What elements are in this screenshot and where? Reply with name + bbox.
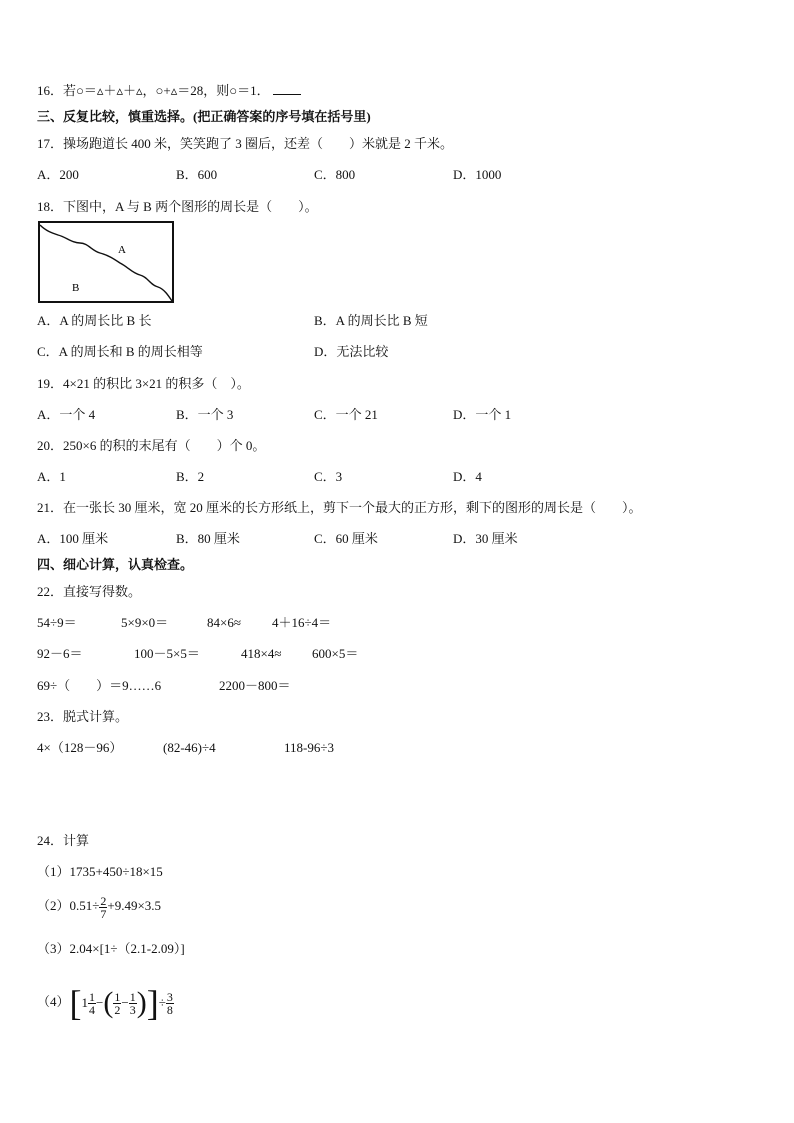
q22-r1-c4: 4＋16÷4＝ — [272, 615, 332, 630]
q19-option-b: B．一个 3 — [176, 407, 234, 422]
question-17-stem: 17．操场跑道长 400 米，笑笑跑了 3 圈后，还差（ ）米就是 2 千米。 — [37, 136, 454, 151]
q21-option-c: C．60 厘米 — [314, 531, 378, 546]
question-22-stem: 22．直接写得数。 — [37, 584, 142, 599]
circle-icon: ○ — [229, 83, 238, 98]
q16-eq: ＝ — [83, 83, 97, 98]
triangle-icon: ▵ — [96, 83, 104, 98]
fraction-denominator: 7 — [100, 906, 107, 921]
q23-item-1: 4×（128－96） — [37, 740, 123, 755]
q24-part-4 — [37, 980, 174, 1025]
right-paren: ) — [136, 986, 147, 1020]
q21-option-d: D．30 厘米 — [453, 531, 518, 546]
fraction-numerator: 1 — [129, 989, 136, 1004]
q16-end: ＝1． — [237, 83, 270, 98]
question-18-stem: 18．下图中，A 与 B 两个图形的周长是（ ）。 — [37, 199, 318, 214]
question-20-stem: 20．250×6 的积的末尾有（ ）个 0。 — [37, 438, 266, 453]
section-4-heading: 四、细心计算，认真检查。 — [37, 557, 194, 572]
q22-r2-c4: 600×5＝ — [312, 646, 359, 661]
rectangle-outline — [39, 222, 173, 302]
left-paren: ( — [103, 986, 114, 1020]
region-b-label: B — [72, 282, 80, 294]
q16-plus2: ＋ — [122, 83, 136, 98]
q19-option-a: A．一个 4 — [37, 407, 96, 422]
question-19-stem: 19．4×21 的积比 3×21 的积多（ ）。 — [37, 376, 250, 391]
q20-option-d: D．4 — [453, 469, 482, 484]
q19-option-d: D．一个 1 — [453, 407, 512, 422]
q16-prefix: 16．若 — [37, 83, 77, 98]
q24-part-3: （3）2.04×[1÷（2.1-2.09）] — [37, 941, 185, 956]
fraction-1-4 — [88, 991, 96, 1016]
region-a-label: A — [118, 244, 126, 256]
triangle-icon: ▵ — [135, 83, 143, 98]
section-3-heading: 三、反复比较，慎重选择。(把正确答案的序号填在括号里) — [37, 109, 371, 124]
fraction-numerator: 3 — [166, 989, 173, 1004]
q16-plus3: + — [163, 83, 171, 98]
mixed-number-whole: 1 — [81, 995, 89, 1011]
fraction-denominator: 8 — [166, 1002, 173, 1017]
triangle-icon: ▵ — [116, 83, 123, 98]
q18-option-c: C．A 的周长和 B 的周长相等 — [37, 344, 203, 359]
circle-icon: ○ — [76, 83, 84, 98]
circle-icon: ○ — [155, 83, 164, 98]
answer-blank[interactable] — [273, 82, 301, 95]
q24-p4-prefix: （4） — [37, 994, 70, 1009]
q17-option-d: D．1000 — [453, 167, 502, 182]
q16-comma: ， — [142, 83, 156, 98]
q18-option-d: D．无法比较 — [314, 344, 389, 359]
q22-r3-c2: 2200－800＝ — [219, 678, 291, 693]
question-21-stem: 21．在一张长 30 厘米，宽 20 厘米的长方形纸上，剪下一个最大的正方形，剩下的图形的周长是（ ）。 — [37, 500, 642, 515]
q21-option-b: B．80 厘米 — [176, 531, 240, 546]
wavy-dividing-line — [40, 225, 172, 301]
q20-option-b: B．2 — [176, 469, 205, 484]
q22-r2-c1: 92－6＝ — [37, 646, 83, 661]
left-bracket: [ — [69, 983, 82, 1024]
fraction-denominator: 3 — [129, 1002, 136, 1017]
q16-sum: ＝28，则 — [177, 83, 230, 98]
fraction-1-3 — [129, 991, 137, 1016]
q17-option-c: C．800 — [314, 167, 356, 182]
triangle-icon: ▵ — [170, 83, 178, 98]
q23-item-2: (82-46)÷4 — [163, 740, 216, 755]
fraction-numerator: 1 — [114, 989, 121, 1004]
q18-option-b: B．A 的周长比 B 短 — [314, 313, 428, 328]
q20-option-a: A．1 — [37, 469, 66, 484]
fraction-denominator: 4 — [89, 1002, 96, 1017]
q21-option-a: A．100 厘米 — [37, 531, 109, 546]
q16-plus1: ＋ — [103, 83, 117, 98]
minus-sign: − — [121, 995, 129, 1011]
q19-option-c: C．一个 21 — [314, 407, 378, 422]
question-16 — [37, 82, 301, 100]
q22-r1-c3: 84×6≈ — [207, 615, 241, 630]
q22-r1-c2: 5×9×0＝ — [121, 615, 169, 630]
q17-option-b: B．600 — [176, 167, 218, 182]
minus-sign: − — [96, 995, 104, 1011]
fraction-3-8 — [166, 991, 174, 1016]
fraction-denominator: 2 — [114, 1002, 121, 1017]
q24-part-1: （1）1735+450÷18×15 — [37, 864, 163, 879]
fraction-numerator: 2 — [100, 893, 107, 908]
right-bracket: ] — [146, 983, 159, 1024]
rectangle-figure — [38, 221, 174, 303]
question-23-stem: 23．脱式计算。 — [37, 709, 129, 724]
q17-option-a: A．200 — [37, 167, 79, 182]
fraction-numerator: 1 — [89, 989, 96, 1004]
q22-r1-c1: 54÷9＝ — [37, 615, 77, 630]
q24-p2-suffix: +9.49×3.5 — [107, 898, 162, 913]
question-24-stem: 24．计算 — [37, 833, 90, 848]
q22-r3-c1: 69÷（ ）＝9……6 — [37, 678, 162, 693]
q24-part-2 — [37, 888, 161, 924]
q23-item-3: 118-96÷3 — [284, 740, 334, 755]
q24-p2-prefix: （2）0.51÷ — [37, 898, 100, 913]
divide-sign: ÷ — [158, 995, 166, 1011]
q22-r2-c3: 418×4≈ — [241, 646, 282, 661]
q18-option-a: A．A 的周长比 B 长 — [37, 313, 152, 328]
q20-option-c: C．3 — [314, 469, 343, 484]
q22-r2-c2: 100－5×5＝ — [134, 646, 200, 661]
